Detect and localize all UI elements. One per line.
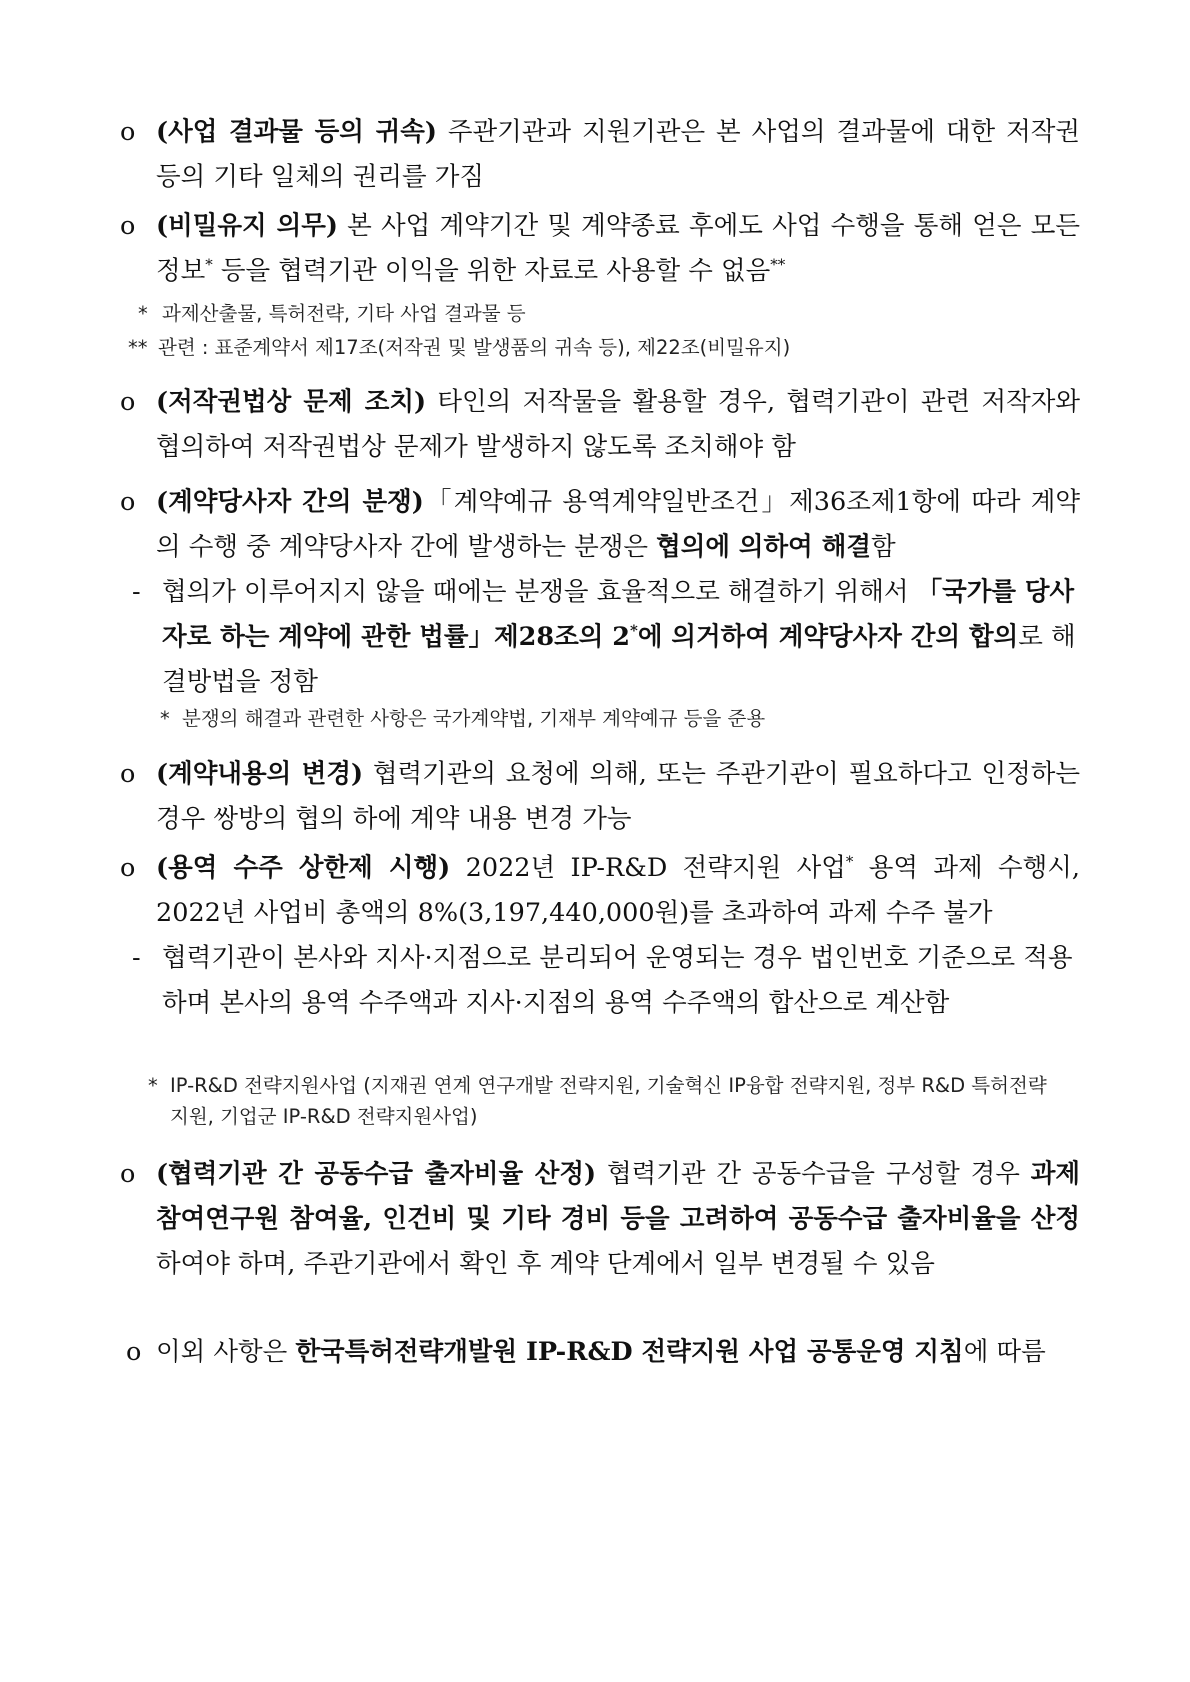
subitem-body [110, 570, 1080, 705]
clause-title: (계약당사자 간의 분쟁) [156, 487, 424, 517]
footnote [128, 332, 1068, 363]
subitem-text: 협의가 이루어지지 않을 때에는 분쟁을 효율적으로 해결하기 위해서 [162, 577, 917, 607]
bullet-marker: o [120, 1159, 136, 1189]
subitem-text: 로 해결방법을 정함 [162, 622, 1076, 697]
clause-text: 협력기관의 요청에 의해, 또는 주관기관이 필요하다고 인정하는 경우 쌍방의 협의 하에 계약 내용 변경 가능 [156, 759, 1080, 834]
footnote-marker: * [160, 707, 170, 730]
bullet-marker: o [120, 211, 136, 241]
limit-clause [120, 846, 1080, 936]
footnote-marker: * [845, 852, 854, 871]
clause-text: 타인의 저작물을 활용할 경우, 협력기관이 관련 저작자와 협의하여 저작권법상 문제가 발생하지 않도록 조치해야 함 [156, 387, 1080, 462]
bullet-marker: o [120, 487, 136, 517]
footnote [160, 703, 1070, 734]
confidentiality-clause [120, 204, 1080, 294]
footnote-marker: * [205, 255, 213, 274]
bullet-marker: o [126, 1337, 142, 1367]
subitem-emphasis: 「국가를 당사자로 하는 계약에 관한 법률」제28조의 2 [162, 577, 1075, 652]
clause-emphasis: 한국특허전략개발원 IP-R&D 전략지원 사업 공통운영 지침 [295, 1337, 964, 1367]
dispute-subitem [110, 570, 1080, 705]
clause-emphasis: 협의에 의하여 해결 [656, 532, 871, 562]
clause-body [120, 846, 1080, 936]
footnote-text: 관련 : 표준계약서 제17조(저작권 및 발생품의 귀속 등), 제22조(비밀유지) [158, 336, 791, 359]
clause-text: 본 사업 계약기간 및 계약종료 후에도 사업 수행을 통해 얻은 모든 정보 [156, 211, 1080, 286]
clause-text: 용역 과제 수행시, 2022년 사업비 총액의 8%(3,197,440,000원)를 초과하여 과제 수주 불가 [156, 853, 1081, 928]
clause-text: 에 따름 [963, 1337, 1046, 1367]
dispute-clause [120, 480, 1080, 570]
subitem-text: 협력기관이 본사와 지사·지점으로 분리되어 운영되는 경우 법인번호 기준으로 적용하며 본사의 용역 수주액과 지사·지점의 용역 수주액의 합산으로 계산함 [162, 943, 1073, 1018]
copyright-clause [120, 380, 1080, 470]
clause-body [120, 1152, 1080, 1287]
other-clause [126, 1330, 1080, 1375]
dash-marker: - [132, 577, 141, 607]
bullet-marker: o [120, 759, 136, 789]
clause-title: (비밀유지 의무) [156, 211, 338, 241]
footnote-marker: * [148, 1074, 158, 1097]
clause-text: 등을 협력기관 이익을 위한 자료로 사용할 수 없음 [212, 256, 771, 286]
footnote-marker: ** [770, 255, 786, 274]
clause-title: (용역 수주 상한제 시행) [156, 853, 451, 883]
consortium-clause [120, 1152, 1080, 1287]
dash-marker: - [132, 943, 141, 973]
clause-body [120, 752, 1080, 842]
clause-text: 주관기관과 지원기관은 본 사업의 결과물에 대한 저작권 등의 기타 일체의 권리를 가짐 [156, 117, 1080, 192]
footnote-marker: ** [128, 336, 148, 359]
clause-body [120, 380, 1080, 470]
clause-text: 함 [870, 532, 896, 562]
footnote [148, 1070, 1070, 1132]
bullet-marker: o [120, 117, 136, 147]
change-clause [120, 752, 1080, 842]
footnote-text: IP-R&D 전략지원사업 (지재권 연계 연구개발 전략지원, 기술혁신 IP융합 전략지원, 정부 R&D 특허전략 지원, 기업군 IP-R&D 전략지원사업) [170, 1074, 1047, 1128]
clause-title: (협력기관 간 공동수급 출자비율 산정) [156, 1159, 597, 1189]
footnote-marker: * [138, 302, 148, 325]
clause-body [120, 480, 1080, 570]
clause-emphasis: 과제 참여연구원 참여율, 인건비 및 기타 경비 등을 고려하여 공동수급 출자비율을 산정 [156, 1159, 1080, 1234]
subitem-emphasis: 에 의거하여 계약당사자 간의 합의 [637, 622, 1019, 652]
clause-text: 「계약예규 용역계약일반조건」제36조제1항에 따라 계약의 수행 중 계약당사자 간에 발생하는 분쟁은 [156, 487, 1080, 562]
footnote [138, 298, 1068, 329]
clause-title: (저작권법상 문제 조치) [156, 387, 427, 417]
clause-body [120, 204, 1080, 294]
clause-title: (계약내용의 변경) [156, 759, 364, 789]
footnote-text: 분쟁의 해결과 관련한 사항은 국가계약법, 기재부 계약예규 등을 준용 [182, 707, 766, 730]
clause-title: (사업 결과물 등의 귀속) [156, 117, 437, 147]
bullet-marker: o [120, 387, 136, 417]
limit-subitem [110, 936, 1080, 1026]
clause-text: 협력기관 간 공동수급을 구성할 경우 [596, 1159, 1031, 1189]
ownership-clause [120, 110, 1080, 200]
footnote-text: 과제산출물, 특허전략, 기타 사업 결과물 등 [162, 302, 526, 325]
bullet-marker: o [120, 853, 136, 883]
footnote-marker: * [629, 621, 638, 640]
clause-text: 이외 사항은 [156, 1337, 296, 1367]
clause-text: 2022년 IP-R&D 전략지원 사업 [450, 853, 846, 883]
clause-text: 하여야 하며, 주관기관에서 확인 후 계약 단계에서 일부 변경될 수 있음 [156, 1249, 935, 1279]
clause-body [120, 110, 1080, 200]
clause-body [126, 1330, 1080, 1375]
